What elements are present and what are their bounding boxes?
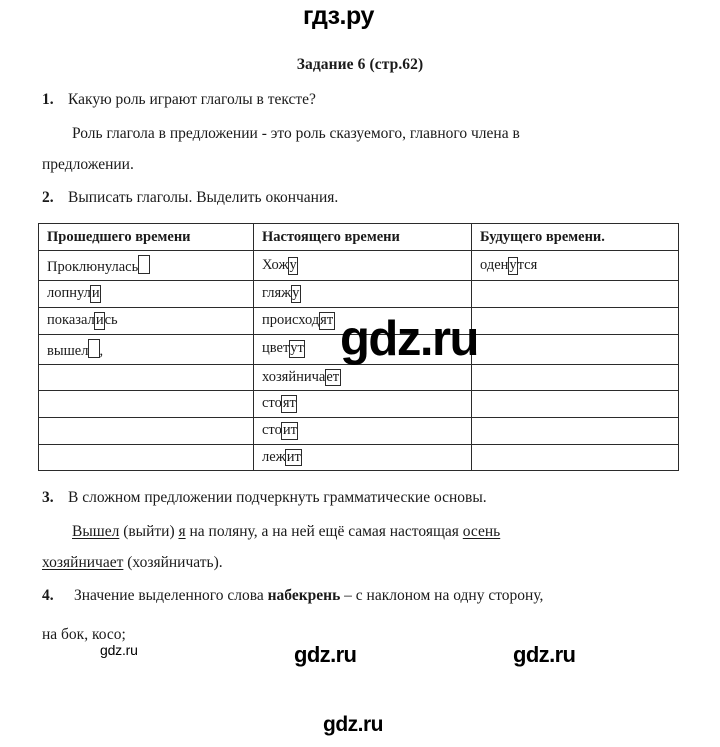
question-3-number: 3. [42,489,54,507]
verb-ending-box: ит [286,448,301,465]
table-row [39,444,679,471]
verb-zero-ending-box [138,255,150,274]
column-header-present: Настоящего времени [254,224,472,251]
question-4-number: 4. [42,587,54,605]
watermark-table: gdz.ru [340,312,478,366]
answer-3-sentence [42,519,688,544]
cell-present-tense [254,364,472,391]
question-4 [42,584,680,608]
site-logo[interactable]: гдз.ру [303,2,374,30]
grammatical-base-ya: я [178,522,186,540]
verb-stem: Хож [262,256,289,273]
question-2-number: 2. [42,188,54,206]
cell-future-tense-empty [472,307,679,334]
site-header [0,0,720,40]
question-3 [42,486,680,510]
table-row [39,334,679,364]
question-1 [42,88,680,112]
table-row [39,251,679,281]
verb-ending-box: ет [326,368,340,385]
question-4-prefix: Значение выделенного слова [74,587,268,605]
verb-suffix: сь [104,311,118,328]
verb-ending-box: ят [320,311,334,328]
cell-present-tense [254,444,472,471]
verbs-table-wrapper [38,223,678,471]
cell-future-tense [472,251,679,281]
cell-past-tense [39,281,254,308]
question-2-text: Выписать глаголы. Выделить окончания. [68,188,339,206]
verb-ending-box: и [95,311,104,328]
sentence-part-2: (выйти) [119,522,179,540]
solution-page [0,46,720,647]
verb-stem: сто [262,395,282,412]
answer-1-line-2: предложении. [42,155,134,173]
table-row [39,307,679,334]
cell-future-tense-empty [472,364,679,391]
cell-future-tense-empty [472,417,679,444]
verb-stem: оден [480,256,509,273]
watermark-small-left: gdz.ru [100,642,138,658]
grammatical-base-hozyainichaet: хозяйничает [42,553,124,571]
verb-ending-box: ят [282,395,296,412]
verb-ending-box: ут [290,340,304,357]
question-1-text: Какую роль играют глаголы в тексте? [68,91,316,108]
answer-1-line-1: Роль глагола в предложении - это роль сказуемого, главного члена в [72,124,520,142]
question-3-text: В сложном предложении подчеркнуть грамматические основы. [68,489,487,507]
verbs-table [38,223,679,471]
sentence-part-7: (хозяйничать). [123,553,223,571]
cell-present-tense [254,307,472,334]
table-row [39,281,679,308]
verb-stem: Проклюнулась [47,259,139,276]
cell-past-tense [39,334,254,364]
verb-stem: происход [262,311,320,328]
verb-ending-box: у [509,256,517,273]
cell-past-tense-empty [39,391,254,418]
grammatical-base-vyshel: Вышел [72,522,120,540]
cell-future-tense-empty [472,444,679,471]
column-header-future: Будущего времени. [472,224,679,251]
answer-4-line-2: на бок, косо; [42,625,126,643]
cell-past-tense [39,251,254,281]
watermark-mid-left: gdz.ru [294,642,357,667]
verb-stem: сто [262,421,282,438]
sentence-part-4: на поляну, а на ней ещё самая настоящая [185,522,463,540]
cell-past-tense [39,307,254,334]
verb-stem: хозяйнича [262,368,326,385]
highlighted-word: набекрень [267,587,341,605]
question-1-number: 1. [42,91,54,108]
answer-3-sentence-line2 [42,550,688,575]
verb-stem: гляж [262,285,292,302]
cell-present-tense [254,334,472,364]
cell-present-tense [254,251,472,281]
verb-stem: показал [47,311,95,328]
question-2 [42,186,680,210]
cell-past-tense-empty [39,417,254,444]
cell-present-tense [254,391,472,418]
verb-ending-box: и [91,285,100,302]
verb-ending-box: ит [282,421,297,438]
verb-stem: вышел [47,342,89,359]
verb-ending-box: у [289,256,297,273]
verb-stem: лопнул [47,285,91,302]
verb-suffix: тся [517,256,538,273]
verb-stem: леж [262,448,286,465]
watermark-mid-right: gdz.ru [513,642,576,667]
cell-present-tense [254,417,472,444]
verbs-table-body [39,251,679,471]
table-row [39,391,679,418]
question-4-suffix: – с наклоном на одну сторону, [340,587,544,605]
page-title: Задание 6 (стр.62) [296,56,424,73]
watermark-bottom: gdz.ru [323,713,383,736]
cell-future-tense-empty [472,391,679,418]
column-header-past: Прошедшего времени [39,224,254,251]
table-header-row [39,224,679,251]
cell-past-tense-empty [39,444,254,471]
verb-suffix: , [99,342,104,359]
cell-present-tense [254,281,472,308]
cell-past-tense-empty [39,364,254,391]
table-row [39,364,679,391]
grammatical-base-osen: осень [462,522,501,540]
verb-ending-box: у [292,285,300,302]
verb-stem: цвет [262,340,290,357]
cell-future-tense-empty [472,281,679,308]
cell-future-tense-empty [472,334,679,364]
table-row [39,417,679,444]
